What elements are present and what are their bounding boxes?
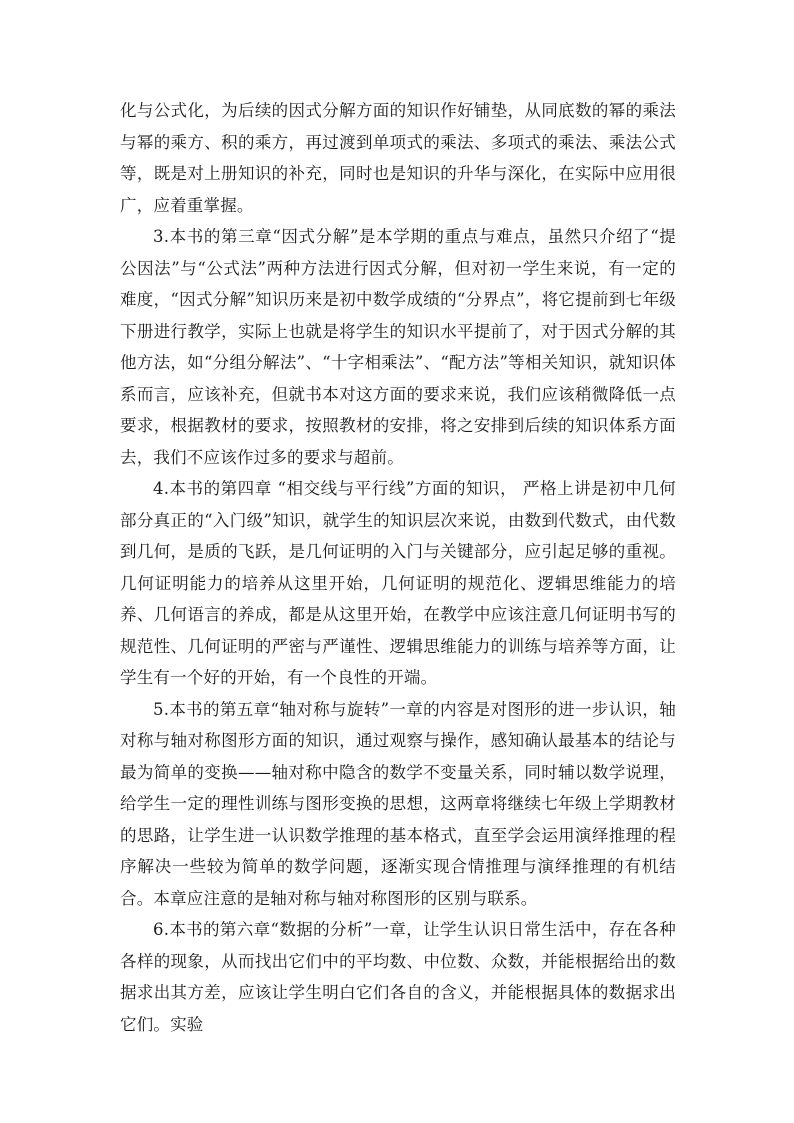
paragraph-chapter-6: 6.本书的第六章“数据的分析”一章，让学生认识日常生活中，存在各种各样的现象，从而找出它们中的平均数、中位数、众数，并能根据给出的数据求出其方差，应该让学生明白它们各自的含义，并能根据具体的数据求出它们。实验 (120, 920, 676, 1034)
paragraph-chapter-5: 5.本书的第五章“轴对称与旋转”一章的内容是对图形的进一步认识，轴对称与轴对称图形方面的知识，通过观察与操作，感知确认最基本的结论与最为简单的变换——轴对称中隐含的数学不变量关系，同时辅以数学说理，给学生一定的理性训练与图形变换的思想，这两章将继续七年级上学期教材的思路，让学生进一认识数学推理的基本格式，直至学会运用演绎推理的程序解决一些较为简单的数学问题，逐渐实现合情推理与演绎推理的有机结合。本章应注意的是轴对称与轴对称图形的区别与联系。 (120, 699, 676, 908)
paragraph-chapter-4: 4.本书的第四章 “相交线与平行线”方面的知识， 严格上讲是初中几何部分真正的“入门级”知识，就学生的知识层次来说，由数到代数式，由代数到几何，是质的飞跃，是几何证明的入门与关键部分，应引起足够的重视。几何证明能力的培养从这里开始，几何证明的规范化、逻辑思维能力的培养、几何语言的养成，都是从这里开始，在教学中应该注意几何证明书写的规范性、几何证明的严密与严谨性、逻辑思维能力的训练与培养等方面，让学生有一个好的开始，有一个良性的开端。 (120, 479, 676, 687)
paragraph-continuation: 化与公式化，为后续的因式分解方面的知识作好铺垫，从同底数的幂的乘法与幂的乘方、积的乘方，再过渡到单项式的乘法、多项式的乘法、乘法公式等，既是对上册知识的补充，同时也是知识的升华与深化，在实际中应用很广，应着重掌握。 (120, 101, 676, 215)
paragraph-chapter-3: 3.本书的第三章“因式分解”是本学期的重点与难点，虽然只介绍了“提公因法”与“公式法”两种方法进行因式分解，但对初一学生来说，有一定的难度，“因式分解”知识历来是初中数学成绩的“分界点”，将它提前到七年级下册进行教学，实际上也就是将学生的知识水平提前了，对于因式分解的其他方法，如“分组分解法”、“十字相乘法”、“配方法”等相关知识，就知识体系而言，应该补充，但就书本对这方面的要求来说，我们应该稍微降低一点要求，根据教材的要求，按照教材的安排，将之安排到后续的知识体系方面去，我们不应该作过多的要求与超前。 (120, 227, 676, 467)
document-page (120, 95, 676, 1040)
